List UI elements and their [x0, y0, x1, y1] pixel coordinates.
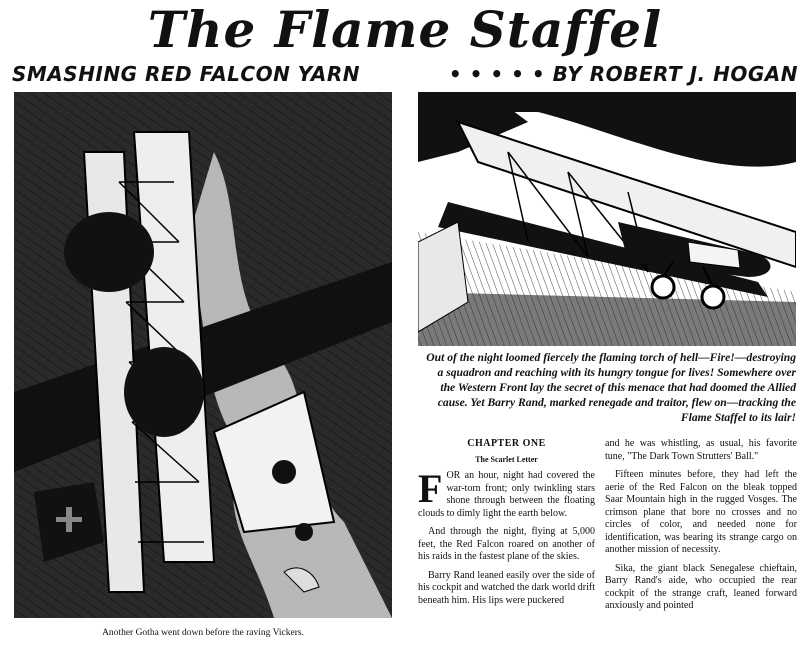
paragraph: And through the night, flying at 5,000 feet, the Red Falcon roared on another of his raids in the fastest plane of the skies.	[418, 526, 595, 562]
story-tagline: SMASHING RED FALCON YARN	[12, 62, 360, 86]
illustration-dogfight	[14, 92, 392, 618]
dogfight-drawing	[14, 92, 392, 618]
paragraph-text: OR an hour, night had covered the war-torn front; only twinkling stars shone through between the floating clouds to dimly light the earth below.	[418, 470, 595, 519]
illustration-biplane	[418, 92, 796, 346]
biplane-drawing	[418, 92, 796, 346]
story-blurb: Out of the night loomed fiercely the flaming torch of hell—Fire!—destroying a squadron and reaching with its hungry tongue for lives! Somewhere over the Western Front lay the secret of this menace that had doomed the Allied cause. Yet Barry Rand, marked renegade and traitor, flew on—tracking the Flame Staffel to its lair!	[426, 351, 796, 424]
drop-cap: F	[418, 466, 443, 511]
paragraph: Sika, the giant black Senegalese chieftain, Barry Rand's aide, who occupied the rear cockpit of the strange craft, leaned forward anxiously and pointed	[605, 562, 797, 611]
article-column-1	[418, 438, 595, 613]
paragraph: Fifteen minutes before, they had left the aerie of the Red Falcon on the bleak topped Saar Mountain high in the rugged Vosges. The crimson plane that bore no crosses and no circles of color, and needed none for identification, was bearing its strange cargo on another mission of necessity.	[605, 469, 797, 555]
illustration-caption: Another Gotha went down before the raving Vickers.	[102, 628, 304, 638]
chapter-heading: CHAPTER ONE	[467, 438, 546, 449]
article-column-2	[605, 438, 797, 619]
paragraph: and he was whistling, as usual, his favorite tune, "The Dark Town Strutters' Ball."	[605, 438, 797, 462]
paragraph: Barry Rand leaned easily over the side of his cockpit and watched the dark world drift beneath him. His lips were puckered	[418, 569, 595, 606]
story-byline: • • • • • BY ROBERT J. HOGAN	[448, 62, 798, 86]
section-heading: The Scarlet Letter	[475, 455, 538, 464]
story-title: The Flame Staffel	[147, 0, 663, 59]
paragraph	[418, 466, 595, 520]
